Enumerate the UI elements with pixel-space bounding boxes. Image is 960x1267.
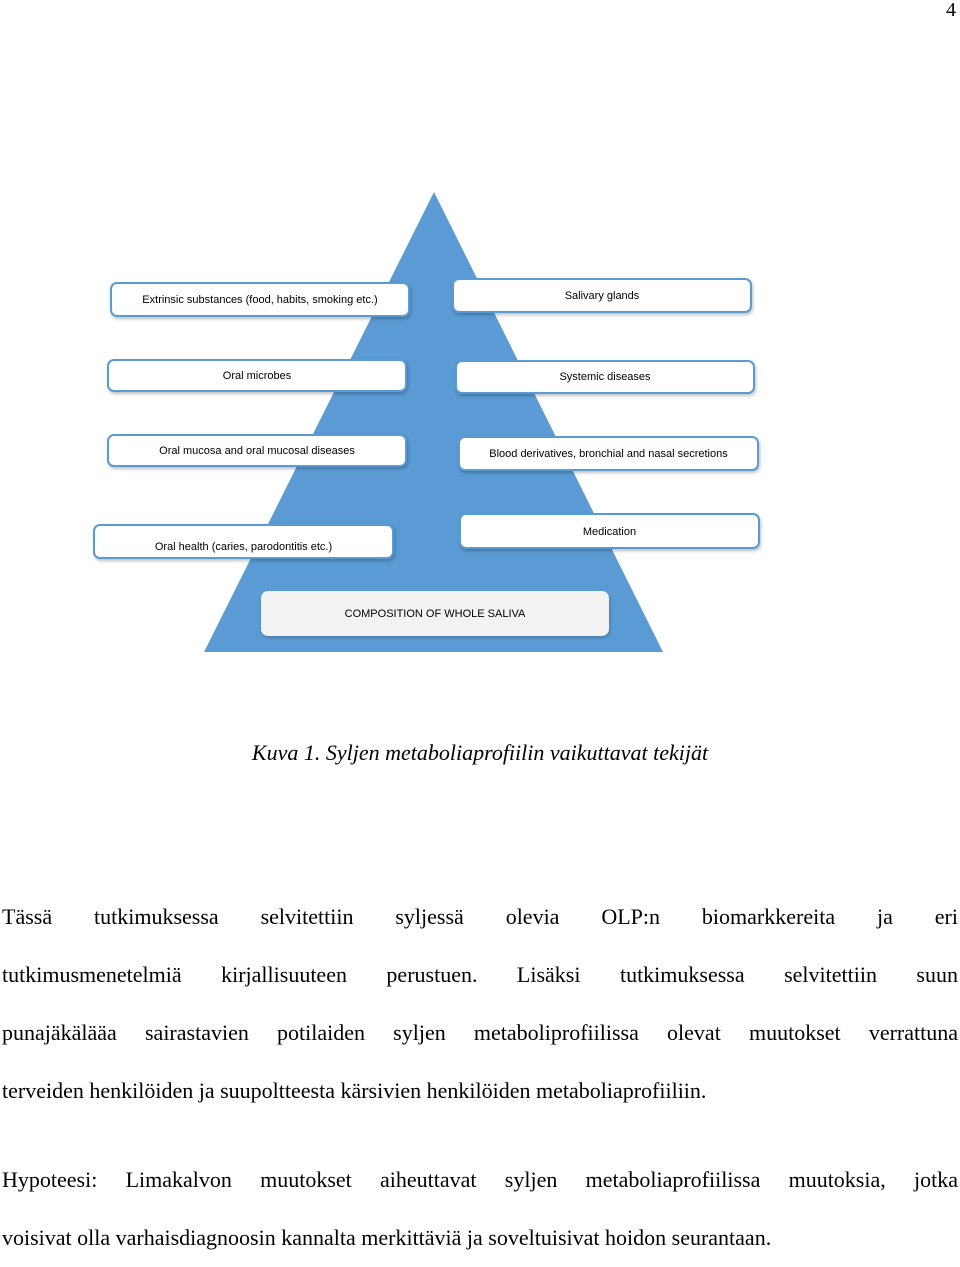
- box-oral-microbes: [107, 359, 407, 392]
- box-composition-of-whole-saliva: [261, 591, 609, 636]
- paragraph-1-line-1: Tässä tutkimuksessa selvitettiin syljessä olevia OLP:n biomarkkereita ja eri: [2, 904, 958, 929]
- page-number: 4: [946, 0, 956, 21]
- paragraph-2: [2, 1151, 958, 1267]
- paragraph-2-line-2: voisivat olla varhaisdiagnoosin kannalta merkittäviä ja soveltuisivat hoidon seurantaan.: [2, 1225, 772, 1250]
- paragraph-2-line-1: Hypoteesi: Limakalvon muutokset aiheuttavat syljen metaboliaprofiilissa muutoksia, jotka: [2, 1167, 958, 1192]
- box-blood-derivatives: [458, 436, 759, 471]
- box-extrinsic-substances-label: Extrinsic substances (food, habits, smoking etc.): [142, 293, 378, 306]
- box-extrinsic-substances: [110, 282, 410, 317]
- paragraph-1-line-2: tutkimusmenetelmiä kirjallisuuteen perustuen. Lisäksi tutkimuksessa selvitettiin suun: [2, 962, 958, 987]
- paragraph-1-line-4: terveiden henkilöiden ja suupoltteesta kärsivien henkilöiden metaboliaprofiiliin.: [2, 1078, 707, 1103]
- box-oral-health-label: Oral health (caries, parodontitis etc.): [154, 541, 333, 553]
- box-systemic-diseases-label: Systemic diseases: [559, 371, 651, 383]
- box-blood-derivatives-label: Blood derivatives, bronchial and nasal secretions: [489, 447, 728, 460]
- box-systemic-diseases: [455, 360, 755, 394]
- box-composition-label: COMPOSITION OF WHOLE SALIVA: [344, 607, 526, 620]
- box-salivary-glands-label: Salivary glands: [564, 289, 640, 302]
- figure-caption: Kuva 1. Syljen metaboliaprofiilin vaikuttavat tekijät: [251, 740, 709, 765]
- box-oral-microbes-label: Oral microbes: [222, 369, 292, 382]
- paragraph-1: [2, 888, 958, 1120]
- box-medication: [459, 513, 760, 549]
- box-oral-mucosa-label: Oral mucosa and oral mucosal diseases: [159, 444, 355, 457]
- box-oral-health: [93, 524, 394, 559]
- box-salivary-glands: [452, 278, 752, 313]
- box-medication-label: Medication: [582, 526, 637, 538]
- paragraph-1-line-3: punajäkälääа sairastavien potilaiden syljen metaboliprofiilissa olevat muutokset verrattuna: [2, 1020, 958, 1045]
- box-oral-mucosa: [107, 434, 407, 467]
